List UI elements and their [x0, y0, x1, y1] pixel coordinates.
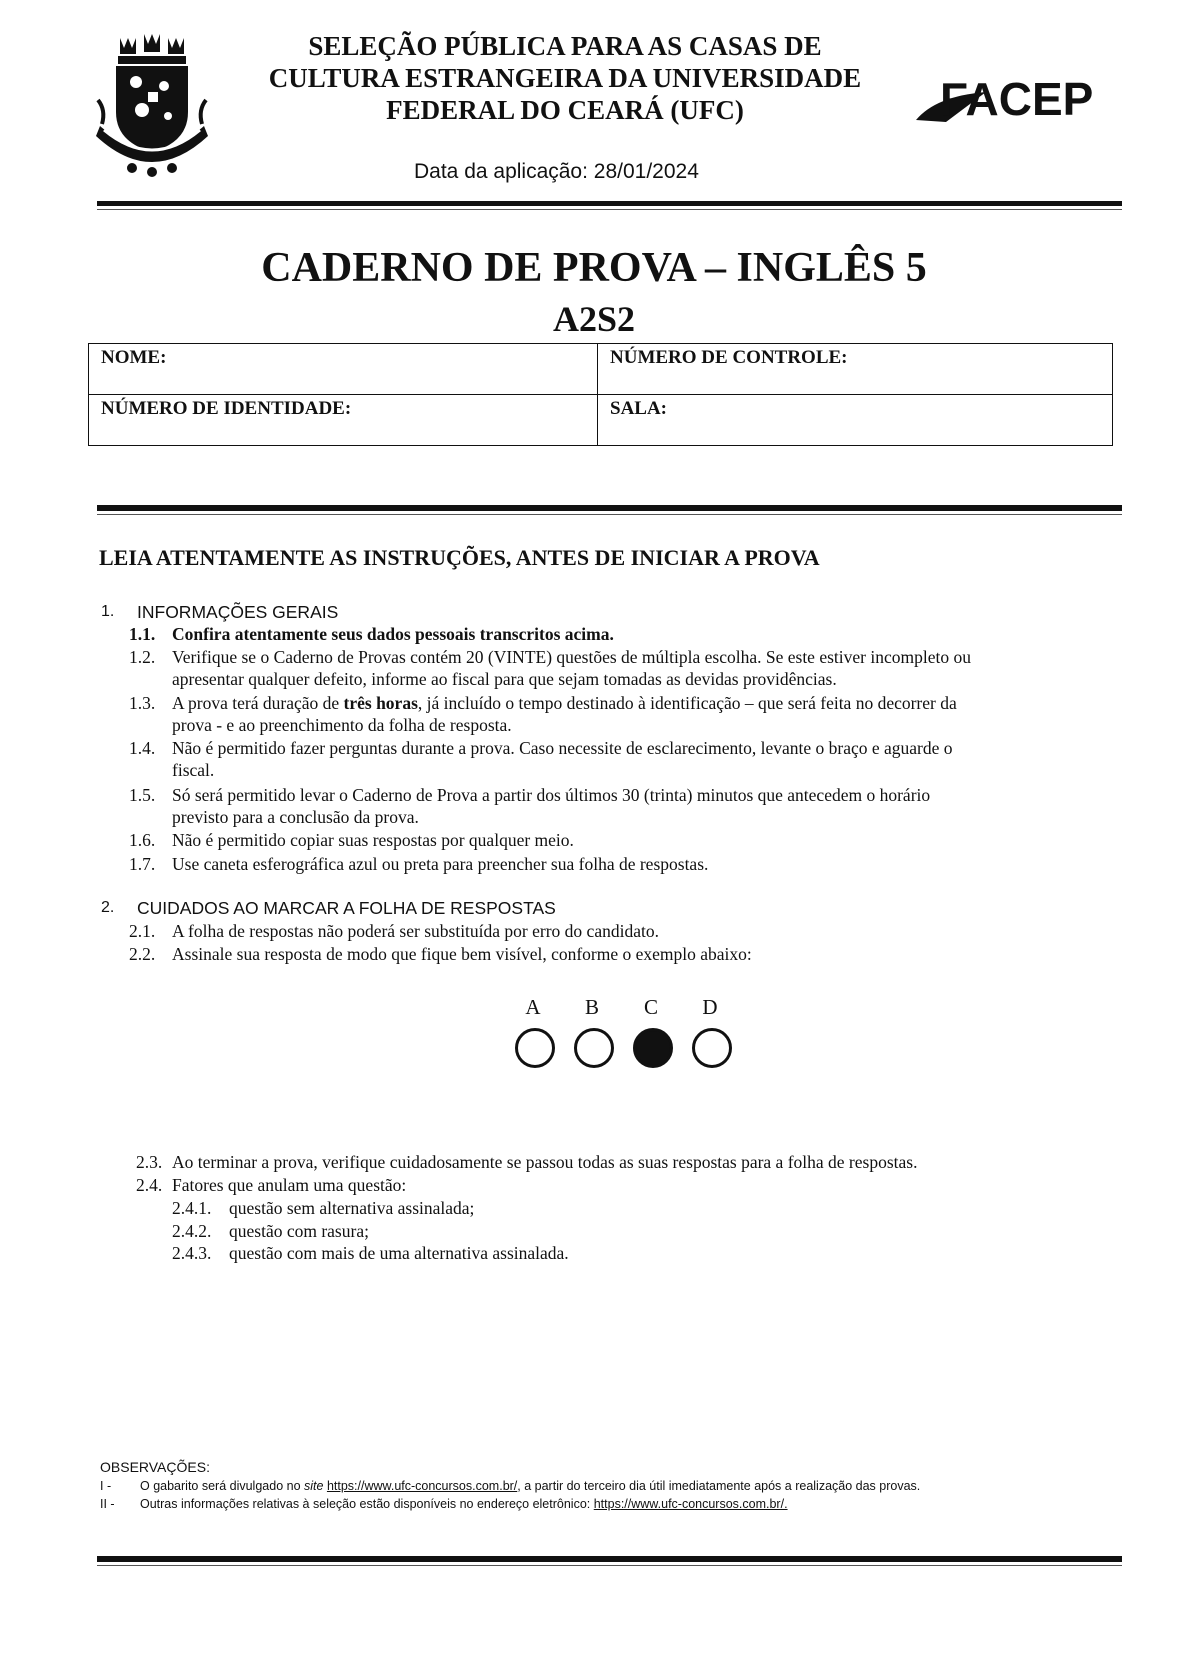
list-item-text: Assinale sua resposta de modo que fique bem visível, conforme o exemplo abaixo:: [172, 944, 752, 964]
item-number: 1.5.: [129, 785, 156, 805]
text-run: , a partir do terceiro dia útil imediatamente após a realização das provas.: [517, 1479, 921, 1493]
exam-title: CADERNO DE PROVA – INGLÊS 5: [261, 245, 927, 291]
text-run-bold: três horas: [343, 693, 418, 713]
item-number: 1.4.: [129, 738, 156, 758]
text-run-italic: site: [304, 1479, 324, 1493]
numero-controle-label: NÚMERO DE CONTROLE:: [610, 347, 848, 368]
numero-controle-field[interactable]: [598, 344, 1113, 395]
exam-code: A2S2: [552, 299, 636, 339]
text-run: A prova terá duração de: [172, 693, 344, 713]
subitem-number: 2.4.1.: [172, 1198, 212, 1218]
option-bubble-d: [692, 1028, 732, 1068]
list-item-text: Não é permitido fazer perguntas durante a prova. Caso necessite de esclarecimento, levante o braço e aguarde o: [172, 738, 953, 758]
observacao-1-number: I -: [100, 1479, 112, 1493]
answer-example: [515, 995, 745, 1075]
facep-logo-text: FACEP: [940, 73, 1094, 125]
text-run: Outras informações relativas à seleção estão disponíveis no endereço eletrônico:: [140, 1497, 594, 1511]
list-item-text: Ao terminar a prova, verifique cuidadosamente se passou todas as suas respostas para a folha de respostas.: [172, 1152, 918, 1172]
list-item: [129, 623, 155, 645]
divider-rule: [97, 201, 1122, 206]
option-letter-a: A: [525, 995, 541, 1019]
section-1-title: INFORMAÇÕES GERAIS: [137, 602, 339, 622]
observacao-2-number: II -: [100, 1497, 115, 1511]
section-1-number: 1.: [101, 603, 115, 620]
item-number: 1.3.: [129, 693, 156, 713]
sala-field[interactable]: [598, 395, 1113, 446]
divider-rule-thin: [97, 1565, 1122, 1566]
ufc-crest-logo: [92, 30, 212, 180]
list-item-text: fiscal.: [172, 760, 215, 780]
list-item-text: Fatores que anulam uma questão:: [172, 1175, 407, 1195]
list-item-text: Não é permitido copiar suas respostas por qualquer meio.: [172, 830, 574, 850]
item-number: 1.6.: [129, 830, 156, 850]
sala-label: SALA:: [610, 398, 668, 419]
candidate-info-form: [88, 343, 1113, 446]
header-title-line-1: SELEÇÃO PÚBLICA PARA AS CASAS DE: [308, 31, 822, 61]
application-date: Data da aplicação: 28/01/2024: [414, 160, 699, 183]
divider-rule: [97, 1556, 1122, 1562]
list-item-text: [172, 692, 957, 714]
header-title-line-2: CULTURA ESTRANGEIRA DA UNIVERSIDADE: [268, 63, 862, 93]
section-2-number: 2.: [101, 899, 115, 916]
item-number: 2.3.: [136, 1152, 163, 1172]
option-bubble-c-filled: [633, 1028, 673, 1068]
item-number: 1.7.: [129, 854, 156, 874]
list-item-text: prova - e ao preenchimento da folha de resposta.: [172, 715, 512, 735]
numero-identidade-label: NÚMERO DE IDENTIDADE:: [101, 398, 352, 419]
subitem-text: questão com rasura;: [229, 1221, 369, 1241]
list-item-text: previsto para a conclusão da prova.: [172, 807, 419, 827]
item-number: 1.2.: [129, 647, 156, 667]
option-letter-c: C: [643, 995, 658, 1019]
subitem-number: 2.4.2.: [172, 1221, 212, 1241]
nome-field[interactable]: [89, 344, 598, 395]
item-number: 2.2.: [129, 944, 156, 964]
option-bubble-b: [574, 1028, 614, 1068]
option-letter-d: D: [702, 995, 718, 1019]
site-link[interactable]: https://www.ufc-concursos.com.br/: [326, 1479, 518, 1493]
item-number: 1.1.: [129, 624, 156, 644]
divider-rule-thin: [97, 209, 1122, 210]
divider-rule-thin: [97, 514, 1122, 515]
observacoes-title: OBSERVAÇÕES:: [100, 1459, 210, 1475]
text-run: , já incluído o tempo destinado à identificação – que será feita no decorrer da: [417, 693, 957, 713]
list-item-text: apresentar qualquer defeito, informe ao fiscal para que sejam tomadas as devidas providências.: [172, 669, 837, 689]
section-2-title: CUIDADOS AO MARCAR A FOLHA DE RESPOSTAS: [137, 898, 556, 918]
option-bubble-a: [515, 1028, 555, 1068]
numero-identidade-field[interactable]: [89, 395, 598, 446]
facep-logo: [914, 70, 1114, 130]
list-item-text: A folha de respostas não poderá ser substituída por erro do candidato.: [172, 921, 659, 941]
header-title-block: [235, 30, 895, 126]
instructions-heading: LEIA ATENTAMENTE AS INSTRUÇÕES, ANTES DE INICIAR A PROVA: [99, 545, 820, 570]
list-item-text: Confira atentamente seus dados pessoais transcritos acima.: [172, 624, 614, 644]
item-number: 2.4.: [136, 1175, 163, 1195]
option-letter-b: B: [584, 995, 599, 1019]
item-number: 2.1.: [129, 921, 156, 941]
site-link[interactable]: https://www.ufc-concursos.com.br/.: [593, 1497, 788, 1511]
subitem-text: questão sem alternativa assinalada;: [229, 1198, 475, 1218]
divider-rule: [97, 505, 1122, 511]
list-item-text: Só será permitido levar o Caderno de Prova a partir dos últimos 30 (trinta) minutos que antecedem o horário: [172, 785, 931, 805]
text-run: O gabarito será divulgado no: [140, 1479, 304, 1493]
observacao-2: [100, 1497, 788, 1511]
nome-label: NOME:: [101, 347, 167, 368]
header-title-line-3: FEDERAL DO CEARÁ (UFC): [386, 95, 744, 125]
list-item-text: Verifique se o Caderno de Provas contém 20 (VINTE) questões de múltipla escolha. Se este estiver incompleto ou: [172, 647, 971, 667]
observacao-1: [100, 1479, 920, 1493]
subitem-text: questão com mais de uma alternativa assinalada.: [229, 1243, 569, 1263]
list-item-text: Use caneta esferográfica azul ou preta para preencher sua folha de respostas.: [172, 854, 709, 874]
subitem-number: 2.4.3.: [172, 1243, 212, 1263]
